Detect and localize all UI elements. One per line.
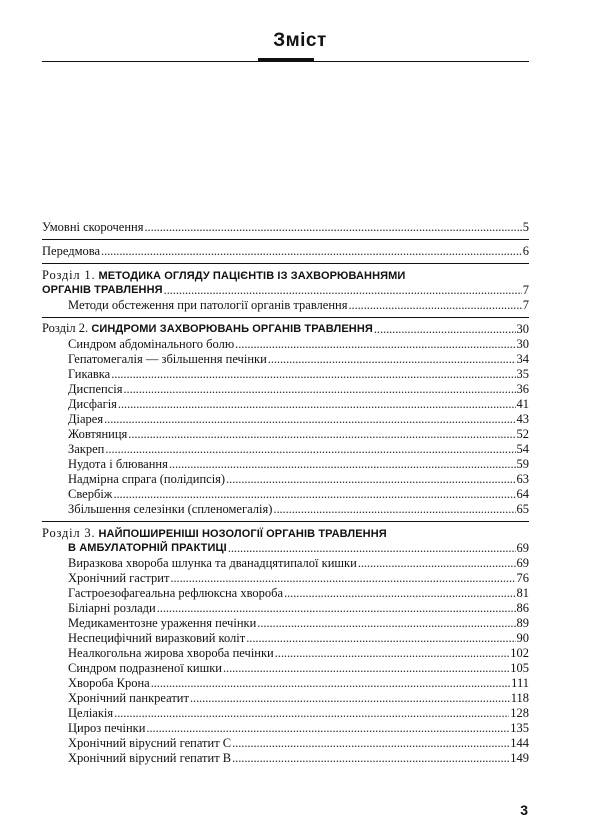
leader-dots: [104, 412, 515, 427]
toc-item-page: 149: [510, 751, 529, 765]
toc-item-title: Гикавка: [68, 367, 111, 381]
toc-item-title: Синдром подразненої кишки: [68, 661, 222, 675]
toc-item-title: Діарея: [68, 412, 104, 426]
leader-dots: [223, 661, 509, 676]
leader-dots: [374, 322, 516, 337]
toc-item-title: Нудота і блювання: [68, 457, 168, 471]
toc-item-page: 76: [516, 571, 529, 585]
leader-dots: [169, 457, 516, 472]
toc-item[interactable]: [42, 691, 529, 706]
leader-dots: [228, 541, 516, 556]
leader-dots: [232, 736, 509, 751]
toc-item[interactable]: [42, 457, 529, 472]
toc-item-title: Надмірна спрага (полідипсія): [68, 472, 226, 486]
toc-item-title: Жовтяниця: [68, 427, 128, 441]
toc-item-page: 118: [510, 691, 529, 705]
leader-dots: [273, 502, 515, 517]
toc-item-title: Синдром абдомінального болю: [68, 337, 235, 351]
toc-item-page: 36: [516, 382, 529, 396]
toc-section-2: [42, 317, 529, 521]
toc-item-title: Методи обстеження при патології органів травлення: [68, 298, 348, 312]
toc-item-page: 65: [516, 502, 529, 516]
table-of-contents: [42, 220, 529, 766]
toc-item[interactable]: [42, 352, 529, 367]
toc-item-page: 86: [516, 601, 529, 615]
toc-item-page: 52: [516, 427, 529, 441]
leader-dots: [358, 556, 516, 571]
toc-item[interactable]: [42, 397, 529, 412]
section-title: СИНДРОМИ ЗАХВОРЮВАНЬ ОРГАНІВ ТРАВЛЕННЯ: [91, 323, 373, 335]
toc-item-page: 102: [510, 646, 529, 660]
toc-item[interactable]: [42, 298, 529, 313]
toc-item-title: Хвороба Крона: [68, 676, 150, 690]
leader-dots: [275, 646, 510, 661]
toc-item-page: 128: [510, 706, 529, 720]
toc-item[interactable]: [42, 487, 529, 502]
toc-entry-page: 5: [522, 220, 529, 234]
leader-dots: [146, 721, 509, 736]
toc-item-page: 63: [516, 472, 529, 486]
toc-item-page: 144: [510, 736, 529, 750]
leader-dots: [105, 442, 515, 457]
toc-item-title: Виразкова хвороба шлунка та дванадцятипалої кишки: [68, 556, 357, 570]
leader-dots: [226, 472, 515, 487]
toc-item-page: 64: [516, 487, 529, 501]
page-number: 3: [520, 802, 528, 818]
page-title: Зміст: [273, 30, 327, 51]
leader-dots: [235, 337, 515, 352]
leader-dots: [113, 487, 515, 502]
toc-item-title: Неспецифічний виразковий коліт: [68, 631, 246, 645]
section-heading[interactable]: [42, 268, 529, 283]
toc-item-title: Гастроезофагеальна рефлюксна хвороба: [68, 586, 284, 600]
toc-item[interactable]: [42, 736, 529, 751]
leader-dots: [114, 706, 509, 721]
leader-dots: [128, 427, 515, 442]
leader-dots: [257, 616, 515, 631]
toc-item[interactable]: [42, 616, 529, 631]
toc-item[interactable]: [42, 646, 529, 661]
toc-item-page: 41: [516, 397, 529, 411]
section-title-line1: МЕТОДИКА ОГЛЯДУ ПАЦІЄНТІВ ІЗ ЗАХВОРЮВАННЯМИ: [98, 270, 406, 282]
section-title-line1: НАЙПОШИРЕНІШІ НОЗОЛОГІЇ ОРГАНІВ ТРАВЛЕННЯ: [98, 528, 387, 540]
toc-entry-title: Умовні скорочення: [42, 220, 144, 234]
leader-dots: [348, 298, 521, 313]
toc-item-page: 34: [516, 352, 529, 366]
toc-item[interactable]: [42, 706, 529, 721]
toc-item[interactable]: [42, 601, 529, 616]
toc-entry-page: 6: [522, 244, 529, 258]
toc-item[interactable]: [42, 571, 529, 586]
leader-dots: [232, 751, 509, 766]
leader-dots: [118, 397, 516, 412]
toc-item[interactable]: [42, 676, 529, 691]
toc-item-page: 111: [511, 676, 529, 690]
section-title-line2: ОРГАНІВ ТРАВЛЕННЯ: [42, 284, 163, 296]
toc-item-title: Збільшення селезінки (спленомегалія): [68, 502, 273, 516]
toc-item-page: 135: [510, 721, 529, 735]
toc-item-title: Дисфагія: [68, 397, 117, 411]
toc-item-title: Гепатомегалія — збільшення печінки: [68, 352, 267, 366]
toc-item-page: 35: [516, 367, 529, 381]
toc-item-page: 90: [516, 631, 529, 645]
title-accent-bar: [258, 58, 314, 61]
toc-item-page: 69: [516, 556, 529, 570]
toc-item-title: Цироз печінки: [68, 721, 146, 735]
toc-item[interactable]: [42, 661, 529, 676]
section-title-line2: В АМБУЛАТОРНІЙ ПРАКТИЦІ: [68, 542, 227, 554]
leader-dots: [284, 586, 515, 601]
section-page: 7: [522, 283, 529, 297]
leader-dots: [190, 691, 510, 706]
toc-entry-title: Передмова: [42, 244, 101, 258]
section-label: Розділ 2.: [42, 321, 89, 335]
leader-dots: [268, 352, 516, 367]
toc-item-page: 59: [516, 457, 529, 471]
leader-dots: [123, 382, 515, 397]
section-heading-continued[interactable]: [42, 283, 529, 298]
leader-dots: [170, 571, 515, 586]
toc-item[interactable]: [42, 412, 529, 427]
toc-item-title: Хронічний вірусний гепатит С: [68, 736, 232, 750]
toc-item-page: 105: [510, 661, 529, 675]
toc-item-title: Хронічний вірусний гепатит В: [68, 751, 232, 765]
leader-dots: [144, 220, 521, 235]
toc-item-page: 89: [516, 616, 529, 630]
leader-dots: [151, 676, 510, 691]
section-heading-continued[interactable]: [42, 541, 529, 556]
toc-entry-abbreviations[interactable]: [42, 220, 529, 239]
toc-item[interactable]: [42, 382, 529, 397]
section-heading[interactable]: [42, 322, 529, 337]
section-page: 69: [516, 541, 529, 555]
toc-item[interactable]: [42, 337, 529, 352]
toc-item-page: 7: [522, 298, 529, 312]
section-page: 30: [516, 322, 529, 336]
leader-dots: [157, 601, 516, 616]
toc-item-page: 54: [516, 442, 529, 456]
toc-item-title: Хронічний гастрит: [68, 571, 170, 585]
toc-item-title: Хронічний панкреатит: [68, 691, 189, 705]
toc-item-title: Закреп: [68, 442, 105, 456]
toc-item[interactable]: [42, 442, 529, 457]
toc-item-title: Неалкогольна жирова хвороба печінки: [68, 646, 274, 660]
toc-entry-preface[interactable]: [42, 239, 529, 263]
section-label: Розділ 3.: [42, 526, 96, 540]
toc-section-3: [42, 521, 529, 766]
leader-dots: [164, 283, 522, 298]
toc-item-title: Свербіж: [68, 487, 113, 501]
toc-item-title: Диспепсія: [68, 382, 123, 396]
toc-item[interactable]: [42, 631, 529, 646]
leader-dots: [101, 244, 522, 259]
toc-section-1: [42, 263, 529, 317]
toc-item[interactable]: [42, 721, 529, 736]
toc-item[interactable]: [42, 556, 529, 571]
toc-item[interactable]: [42, 751, 529, 766]
leader-dots: [246, 631, 515, 646]
toc-item[interactable]: [42, 367, 529, 382]
toc-item-title: Целіакія: [68, 706, 114, 720]
title-underline: [42, 61, 529, 62]
toc-item-title: Медикаментозне ураження печінки: [68, 616, 257, 630]
section-label: Розділ 1.: [42, 268, 96, 282]
toc-item-page: 81: [516, 586, 529, 600]
leader-dots: [111, 367, 515, 382]
section-heading[interactable]: [42, 526, 529, 541]
toc-item-page: 30: [516, 337, 529, 351]
toc-item[interactable]: [42, 427, 529, 442]
toc-item[interactable]: [42, 502, 529, 517]
toc-item-title: Біліарні розлади: [68, 601, 156, 615]
toc-item[interactable]: [42, 586, 529, 601]
toc-item[interactable]: [42, 472, 529, 487]
toc-item-page: 43: [516, 412, 529, 426]
